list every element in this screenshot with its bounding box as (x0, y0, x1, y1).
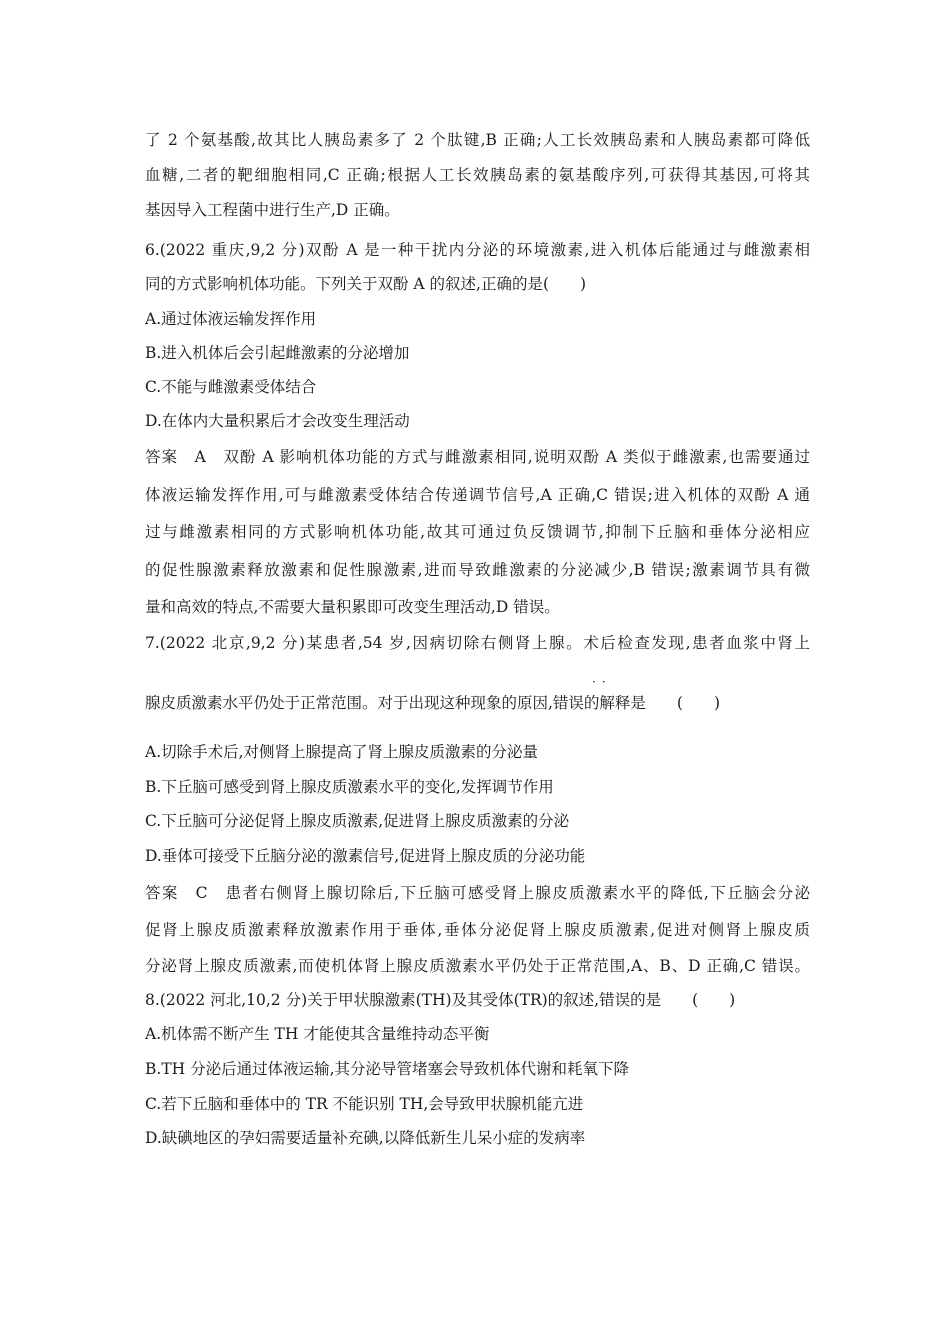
answer-7: 分泌肾上腺皮质激素,而使机体肾上腺皮质激素水平仍处于正常范围,A、B、D 正确,C 错误。 (145, 957, 810, 975)
question-8-stem: 8.(2022 河北,10,2 分)关于甲状腺激素(TH)及其受体(TR)的叙述,错误的是 ( ) (145, 991, 736, 1009)
option-b: B.进入机体后会引起雌激素的分泌增加 (145, 344, 410, 362)
emphasis-dots: ·· (592, 675, 612, 689)
option-b: B.TH 分泌后通过体液运输,其分泌导管堵塞会导致机体代谢和耗氧下降 (145, 1060, 630, 1078)
question-6-stem: 同的方式影响机体功能。下列关于双酚 A 的叙述,正确的是( ) (145, 275, 587, 293)
answer-7: 答案 C 患者右侧肾上腺切除后,下丘脑可感受肾上腺皮质激素水平的降低,下丘脑会分泌 (145, 884, 810, 902)
answer-7: 促肾上腺皮质激素释放激素作用于垂体,垂体分泌促肾上腺皮质激素,促进对侧肾上腺皮质 (145, 921, 810, 939)
option-d: D.垂体可接受下丘脑分泌的激素信号,促进肾上腺皮质的分泌功能 (145, 847, 586, 865)
option-d: D.在体内大量积累后才会改变生理活动 (145, 412, 410, 430)
option-a: A.通过体液运输发挥作用 (145, 310, 317, 328)
option-c: C.下丘脑可分泌促肾上腺皮质激素,促进肾上腺皮质激素的分泌 (145, 812, 570, 830)
answer-6: 的促性腺激素释放激素和促性腺激素,进而导致雌激素的分泌减少,B 错误;激素调节具有微 (145, 561, 810, 579)
option-a: A.切除手术后,对侧肾上腺提高了肾上腺皮质激素的分泌量 (145, 743, 539, 761)
answer-6: 量和高效的特点,不需要大量积累即可改变生理活动,D 错误。 (145, 598, 560, 616)
text-line: 血糖,二者的靶细胞相同,C 正确;根据人工长效胰岛素的氨基酸序列,可获得其基因,可将其 (145, 166, 810, 184)
answer-6: 体液运输发挥作用,可与雌激素受体结合传递调节信号,A 正确,C 错误;进入机体的双酚 A 通 (145, 486, 810, 504)
question-7-stem: 7.(2022 北京,9,2 分)某患者,54 岁,因病切除右侧肾上腺。术后检查发现,患者血浆中肾上 (145, 634, 810, 652)
question-6-stem: 6.(2022 重庆,9,2 分)双酚 A 是一种干扰内分泌的环境激素,进入机体后能通过与雌激素相 (145, 241, 810, 259)
option-a: A.机体需不断产生 TH 才能使其含量维持动态平衡 (145, 1025, 490, 1043)
text-line: 了 2 个氨基酸,故其比人胰岛素多了 2 个肽键,B 正确;人工长效胰岛素和人胰岛素都可降低 (145, 131, 810, 149)
answer-6: 答案 A 双酚 A 影响机体功能的方式与雌激素相同,说明双酚 A 类似于雌激素,也需要通过 (145, 448, 810, 466)
option-c: C.不能与雌激素受体结合 (145, 378, 317, 396)
option-c: C.若下丘脑和垂体中的 TR 不能识别 TH,会导致甲状腺机能亢进 (145, 1095, 584, 1113)
answer-6: 过与雌激素相同的方式影响机体功能,故其可通过负反馈调节,抑制下丘脑和垂体分泌相应 (145, 523, 810, 541)
option-d: D.缺碘地区的孕妇需要适量补充碘,以降低新生儿呆小症的发病率 (145, 1129, 586, 1147)
question-7-stem: 腺皮质激素水平仍处于正常范围。对于出现这种现象的原因,错误的解释是 ( ) (145, 694, 721, 712)
option-b: B.下丘脑可感受到肾上腺皮质激素水平的变化,发挥调节作用 (145, 778, 554, 796)
text-line: 基因导入工程菌中进行生产,D 正确。 (145, 201, 400, 219)
